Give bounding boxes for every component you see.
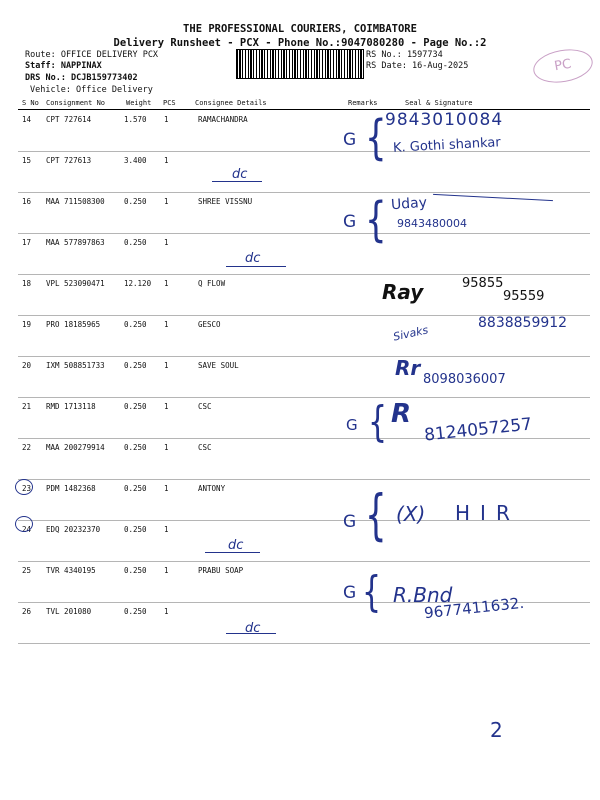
- table-row: [18, 520, 590, 562]
- signature-phone: 95855: [462, 276, 504, 291]
- company-title: THE PROFESSIONAL COURIERS, COIMBATORE: [183, 23, 417, 35]
- cell-weight: 3.400: [124, 156, 147, 165]
- barcode: [236, 49, 364, 79]
- cell-consignment: CPT 727614: [46, 115, 92, 124]
- drs-number: DRS No.: DCJB159773402: [25, 73, 138, 83]
- cell-consignment: CPT 727613: [46, 156, 92, 165]
- col-remarks: Remarks: [348, 99, 378, 107]
- dc-mark: dc: [232, 167, 248, 182]
- signature-scribble: Rr: [395, 356, 421, 380]
- brace-mark: {: [365, 484, 387, 548]
- cell-pcs: 1: [164, 566, 169, 575]
- staff-label: Staff: NAPPINAX: [25, 61, 102, 71]
- cell-sno: 21: [22, 402, 32, 411]
- dc-mark: dc: [245, 621, 261, 636]
- cell-sno: 16: [22, 197, 32, 206]
- cell-consignment: IXM 508851733: [46, 361, 105, 370]
- col-consignee: Consignee Details: [195, 99, 267, 107]
- signature-phone: 95559: [503, 289, 545, 304]
- cell-weight: 0.250: [124, 484, 147, 493]
- brace-mark: {: [362, 568, 382, 617]
- signature-name: K. Gothi shankar: [392, 135, 502, 156]
- cell-sno: 20: [22, 361, 32, 370]
- page-number-handwritten: 2: [490, 718, 503, 742]
- cell-consignee: PRABU SOAP: [198, 566, 244, 575]
- rs-date: RS Date: 16-Aug-2025: [366, 61, 469, 71]
- cell-consignment: PRO 18185965: [46, 320, 101, 329]
- signature-scribble: Ray: [382, 280, 424, 304]
- remark-mark: G: [346, 416, 358, 434]
- cell-pcs: 1: [164, 320, 169, 329]
- dc-underline: [226, 266, 286, 267]
- cell-weight: 0.250: [124, 525, 147, 534]
- remark-mark: G: [343, 130, 357, 150]
- signature-phone: 9843480004: [397, 217, 467, 230]
- signature-scribble: R.Bnd: [393, 583, 453, 607]
- dc-underline: [212, 181, 262, 182]
- cell-sno: 18: [22, 279, 32, 288]
- rs-number: RS No.: 1597734: [366, 50, 443, 60]
- table-row: [18, 438, 590, 480]
- cell-sno: 14: [22, 115, 32, 124]
- cell-pcs: 1: [164, 156, 169, 165]
- dc-mark: dc: [228, 538, 244, 553]
- table-row: [18, 233, 590, 275]
- cell-consignee: SAVE SOUL: [198, 361, 239, 370]
- dc-mark: dc: [245, 251, 261, 266]
- cell-consignment: EDQ 20232370: [46, 525, 101, 534]
- cell-pcs: 1: [164, 525, 169, 534]
- cell-consignee: RAMACHANDRA: [198, 115, 248, 124]
- vehicle-label: Vehicle: Office Delivery: [30, 85, 153, 95]
- col-weight: Weight: [126, 99, 152, 107]
- cell-weight: 1.570: [124, 115, 147, 124]
- cell-consignment: MAA 200279914: [46, 443, 105, 452]
- brace-mark: {: [368, 398, 388, 447]
- cell-pcs: 1: [164, 115, 169, 124]
- runsheet-subtitle: Delivery Runsheet - PCX - Phone No.:9047080280 - Page No.:2: [113, 37, 487, 49]
- cell-consignee: Q FLOW: [198, 279, 226, 288]
- signature-name: Uday: [390, 194, 428, 214]
- brace-mark: {: [365, 192, 387, 248]
- cell-consignee: CSC: [198, 443, 212, 452]
- cell-consignee: GESCO: [198, 320, 221, 329]
- cell-consignee: CSC: [198, 402, 212, 411]
- signature-phone: 9677411632.: [423, 593, 525, 623]
- signature-scribble: (X): [396, 502, 426, 526]
- cell-sno: 26: [22, 607, 32, 616]
- cell-sno: 22: [22, 443, 32, 452]
- signature-phone: 9843010084: [385, 110, 504, 130]
- signature-scribble: Sivaks: [392, 323, 430, 344]
- cell-weight: 0.250: [124, 566, 147, 575]
- brace-mark: {: [365, 110, 387, 166]
- cell-sno: 19: [22, 320, 32, 329]
- table-row: [18, 151, 590, 193]
- cell-sno: 25: [22, 566, 32, 575]
- cell-weight: 12.120: [124, 279, 152, 288]
- pc-stamp: PC: [531, 45, 596, 87]
- col-consignment: Consignment No: [46, 99, 106, 107]
- cell-sno: 23: [22, 484, 32, 493]
- cell-consignment: MAA 577897863: [46, 238, 105, 247]
- route-label: Route: OFFICE DELIVERY PCX: [25, 50, 159, 60]
- cell-pcs: 1: [164, 238, 169, 247]
- handwritten-circle: [15, 479, 33, 495]
- cell-consignment: TVL 201080: [46, 607, 92, 616]
- cell-weight: 0.250: [124, 197, 147, 206]
- cell-pcs: 1: [164, 279, 169, 288]
- cell-weight: 0.250: [124, 607, 147, 616]
- cell-consignee: SHREE VISSNU: [198, 197, 253, 206]
- handwritten-circle: [15, 516, 33, 532]
- col-pcs: PCS: [163, 99, 176, 107]
- col-seal-signature: Seal & Signature: [405, 99, 473, 107]
- col-sno: S No: [22, 99, 39, 107]
- cell-consignment: PDM 1482368: [46, 484, 96, 493]
- remark-mark: G: [343, 212, 357, 232]
- signature-scribble: R: [391, 399, 412, 429]
- dc-underline: [226, 633, 276, 634]
- cell-weight: 0.250: [124, 320, 147, 329]
- signature-phone: 8838859912: [478, 315, 568, 331]
- cell-weight: 0.250: [124, 361, 147, 370]
- cell-sno: 15: [22, 156, 32, 165]
- cell-pcs: 1: [164, 197, 169, 206]
- cell-pcs: 1: [164, 607, 169, 616]
- cell-pcs: 1: [164, 361, 169, 370]
- cell-consignment: MAA 711508300: [46, 197, 105, 206]
- cell-weight: 0.250: [124, 238, 147, 247]
- cell-sno: 17: [22, 238, 32, 247]
- cell-pcs: 1: [164, 402, 169, 411]
- cell-sno: 24: [22, 525, 32, 534]
- cell-consignee: ANTONY: [198, 484, 226, 493]
- cell-weight: 0.250: [124, 443, 147, 452]
- cell-consignment: VPL 523090471: [46, 279, 105, 288]
- signature-phone: 8098036007: [423, 372, 506, 387]
- dc-underline: [205, 552, 260, 553]
- remark-mark: G: [343, 512, 357, 532]
- cell-consignment: TVR 4340195: [46, 566, 96, 575]
- cell-pcs: 1: [164, 443, 169, 452]
- signature-phone: 8124057257: [423, 414, 533, 446]
- signature-mark: HIR: [455, 501, 520, 525]
- cell-pcs: 1: [164, 484, 169, 493]
- table-row: [18, 110, 590, 152]
- remark-mark: G: [343, 583, 357, 603]
- cell-weight: 0.250: [124, 402, 147, 411]
- cell-consignment: RMD 1713118: [46, 402, 96, 411]
